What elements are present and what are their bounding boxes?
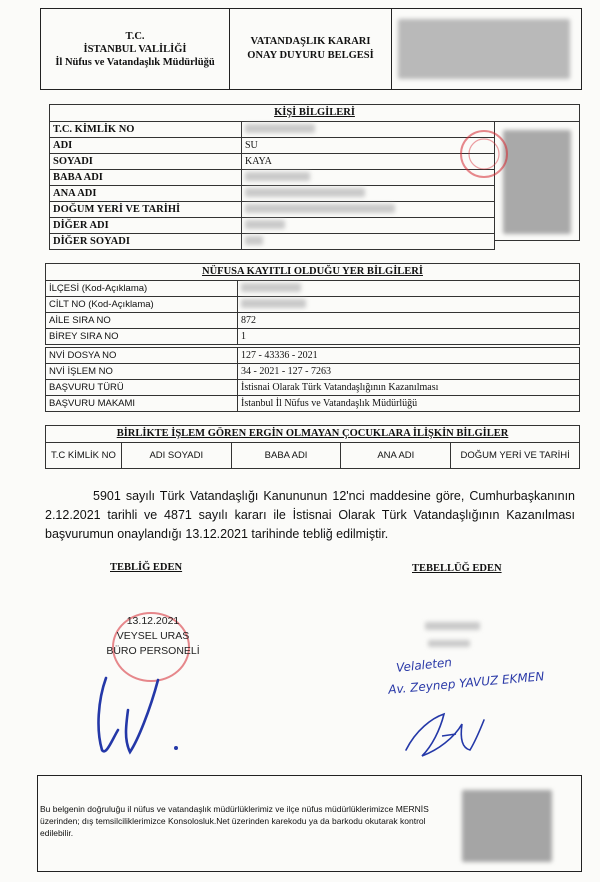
officer-signature-icon: [88, 670, 198, 760]
redacted-recipient-id: [428, 640, 470, 647]
row-value: 872: [238, 313, 580, 329]
issuing-institution: [40, 8, 229, 90]
row-label: NVİ İŞLEM NO: [46, 364, 238, 380]
row-value: 127 - 43336 - 2021: [238, 348, 580, 364]
redacted-recipient-name: [425, 622, 480, 630]
registry-info-table: [45, 280, 580, 412]
row-label: ANA ADI: [50, 186, 242, 202]
row-value: 1: [238, 329, 580, 345]
officer-name: VEYSEL URAS: [116, 630, 190, 642]
row-label: AİLE SIRA NO: [46, 313, 238, 329]
column-header: ANA ADI: [341, 443, 451, 469]
row-label: BAŞVURU MAKAMI: [46, 396, 238, 412]
row-value: [242, 218, 495, 234]
table-row: [50, 154, 495, 170]
recipient-heading: TEBELLÜĞ EDEN: [412, 563, 502, 574]
row-label: DİĞER ADI: [50, 218, 242, 234]
row-label: BAŞVURU TÜRÜ: [46, 380, 238, 396]
registry-info-title: NÜFUSA KAYITLI OLDUĞU YER BİLGİLERİ: [45, 263, 580, 280]
row-label: BABA ADI: [50, 170, 242, 186]
column-header: BABA ADI: [231, 443, 341, 469]
table-row: [46, 348, 580, 364]
table-row: [50, 138, 495, 154]
header-barcode-box: [392, 8, 582, 90]
row-value: [242, 234, 495, 250]
handwritten-proxy: Velaleten: [395, 655, 453, 675]
row-label: İLÇESİ (Kod-Açıklama): [46, 281, 238, 297]
row-label: BİREY SIRA NO: [46, 329, 238, 345]
table-row: [46, 313, 580, 329]
row-label: CİLT NO (Kod-Açıklama): [46, 297, 238, 313]
row-value: KAYA: [242, 154, 495, 170]
table-row: [46, 297, 580, 313]
row-label: DOĞUM YERİ VE TARİHİ: [50, 202, 242, 218]
institution-line-2: İSTANBUL VALİLİĞİ: [83, 43, 187, 55]
redacted-photo: [503, 130, 571, 234]
stamp-date: 13.12.2021: [126, 615, 180, 627]
row-value: İstanbul İl Nüfus ve Vatandaşlık Müdürlüğü: [238, 396, 580, 412]
row-label: DİĞER SOYADI: [50, 234, 242, 250]
institution-line-1: T.C.: [125, 30, 145, 42]
column-header: ADI SOYADI: [121, 443, 231, 469]
declaration-text: 5901 sayılı Türk Vatandaşlığı Kanununun 12'nci maddesine göre, Cumhurbaşkanının 2.12.2021 tarihli ve 4871 sayılı kararı ile İstisnai Olarak Türk Vatandaşlığının Kazanılması başvurumun onaylandığı 13.12.2021 tarihinde tebliğ edilmiştir.: [45, 489, 575, 541]
notifier-heading: TEBLİĞ EDEN: [110, 562, 183, 573]
document-title-line-1: VATANDAŞLIK KARARI: [250, 36, 371, 47]
table-row: [46, 364, 580, 380]
institution-line-3: İl Nüfus ve Vatandaşlık Müdürlüğü: [55, 56, 215, 68]
row-value: İstisnai Olarak Türk Vatandaşlığının Kazanılması: [238, 380, 580, 396]
column-header: DOĞUM YERİ VE TARİHİ: [451, 443, 580, 469]
children-info-table: [45, 442, 580, 469]
table-header-row: [46, 443, 580, 469]
row-value: [238, 297, 580, 313]
table-row: [46, 281, 580, 297]
row-label: SOYADI: [50, 154, 242, 170]
redacted-barcode: [398, 19, 570, 79]
table-row: [50, 186, 495, 202]
seal-stamp-icon: [458, 128, 510, 180]
document-title: [229, 8, 392, 90]
row-value: [242, 202, 495, 218]
row-value: [238, 281, 580, 297]
table-row: [50, 218, 495, 234]
row-label: ADI: [50, 138, 242, 154]
officer-title: BÜRO PERSONELİ: [106, 645, 200, 657]
table-row: [46, 329, 580, 345]
personal-info-table: [49, 121, 495, 250]
row-label: T.C. KİMLİK NO: [50, 122, 242, 138]
table-row: [46, 380, 580, 396]
row-value: [242, 170, 495, 186]
table-row: [50, 202, 495, 218]
row-value: [242, 122, 495, 138]
redacted-qr-code: [462, 790, 552, 862]
row-value: [242, 186, 495, 202]
officer-stamp-text: [100, 614, 206, 659]
verification-note: Bu belgenin doğruluğu il nüfus ve vatandaşlık müdürlüklerimiz ve ilçe nüfus müdürlüklerimizce MERNİS üzerinden; dış temsilciliklerimizce Konsolosluk.Net üzerinden karekodu ya da barkodu okutarak kontrol edilebilir.: [40, 804, 429, 838]
table-row: [50, 170, 495, 186]
row-value: SU: [242, 138, 495, 154]
personal-info-title: KİŞİ BİLGİLERİ: [49, 104, 580, 121]
recipient-signature-icon: [398, 700, 508, 764]
table-row: [50, 122, 495, 138]
document-title-line-2: ONAY DUYURU BELGESİ: [247, 50, 374, 61]
row-value: 34 - 2021 - 127 - 7263: [238, 364, 580, 380]
table-row: [46, 396, 580, 412]
row-label: NVİ DOSYA NO: [46, 348, 238, 364]
table-row: [50, 234, 495, 250]
handwritten-attorney: Av. Zeynep YAVUZ EKMEN: [387, 669, 545, 697]
children-info-title: BİRLİKTE İŞLEM GÖREN ERGİN OLMAYAN ÇOCUKLARA İLİŞKİN BİLGİLER: [45, 425, 580, 442]
column-header: T.C KİMLİK NO: [46, 443, 122, 469]
